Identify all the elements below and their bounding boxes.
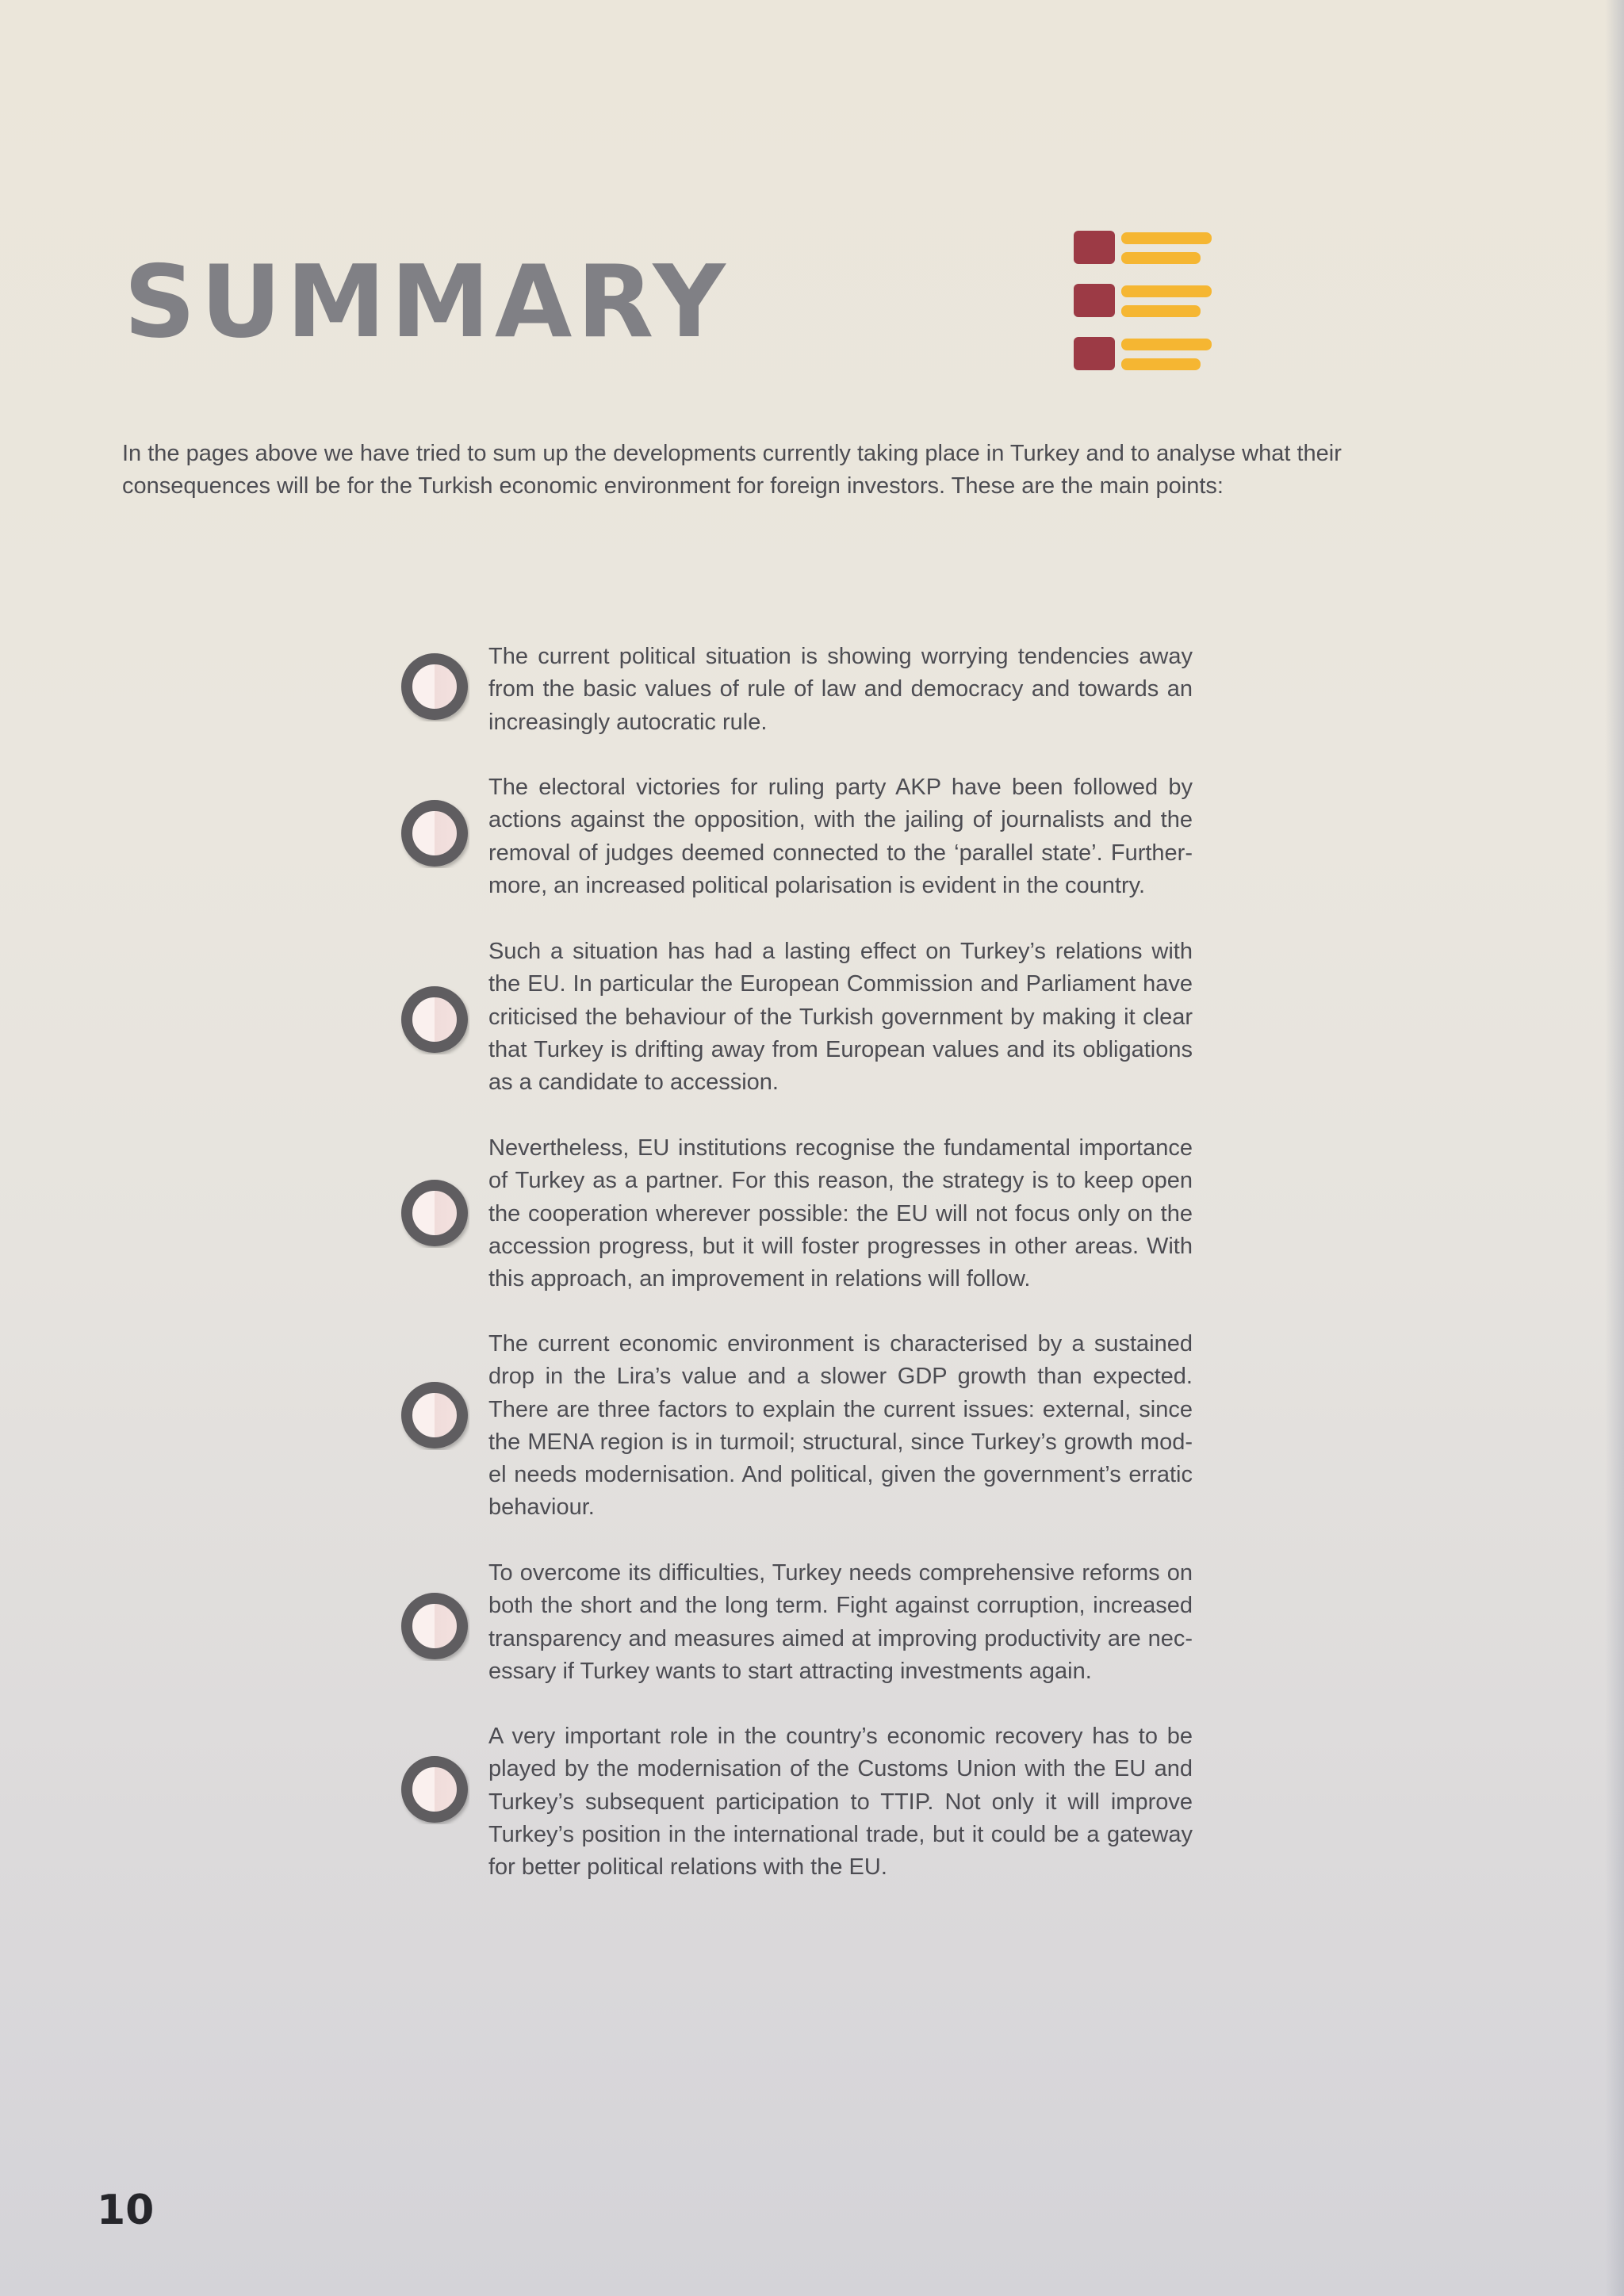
summary-point-text: The electoral victories for ruling party AKP have been followed by actions against the opposition, with the jailing of journalists and the removal of judges deemed connected to the ‘parallel state’. Further-more, an increased political polarisation is evident in the country. <box>488 775 1193 898</box>
circle-bullet-icon <box>400 652 469 721</box>
circle-bullet-icon <box>400 1591 469 1661</box>
summary-point-text: A very important role in the country’s economic recovery has to be played by the modernisation of the Customs Union with the EU and Turkey’s subsequent participation to TTIP. Not only it will improve Turkey’s position in the international trade, but it could be a gateway for better political relations with the EU. <box>488 1724 1193 1881</box>
summary-point-text: Nevertheless, EU institutions recognise the fundamental importance of Turkey as a partner. For this reason, the strategy is to keep open the cooperation wherever possible: the EU will not focus only on the accession progress, but it will foster progresses in other areas. With this approach, an improvement in relations will follow. <box>488 1135 1193 1292</box>
summary-point-text: The current political situation is showing worrying tendencies away from the basic values of rule of law and democracy and towards an increasingly autocratic rule. <box>488 644 1193 735</box>
circle-bullet-icon <box>400 985 469 1054</box>
summary-point-text: Such a situation has had a lasting effect on Turkey’s relations with the EU. In particular the European Commission and Parliament have criticised the behaviour of the Turkish government by making it clear that Turkey is drifting away from European values and its obligations as a candidate to accession. <box>488 939 1193 1096</box>
page-number: 10 <box>97 2187 155 2234</box>
summary-point-text: To overcome its difficulties, Turkey needs comprehensive reforms on both the short and the long term. Fight against corruption, increased transparency and measures aimed at improving productivity are nec-essary if Turkey wants to start attracting investments again. <box>488 1560 1193 1684</box>
circle-bullet-icon <box>400 798 469 868</box>
circle-bullet-icon <box>400 1755 469 1824</box>
circle-bullet-icon <box>400 1178 469 1248</box>
summary-point-text: The current economic environment is characterised by a sustained drop in the Lira’s value and a slower GDP growth than expected. There are three factors to explain the current issues: external, since the MENA region is in turmoil; structural, since Turkey’s growth mod-el needs modernisation. And political, given the government’s erratic behaviour. <box>488 1331 1193 1521</box>
circle-bullet-icon <box>400 1380 469 1450</box>
page-title: SUMMARY <box>124 243 730 360</box>
intro-paragraph: In the pages above we have tried to sum up the developments currently taking place in Turkey and to analyse what their consequences will be for the Turkish economic environment for foreign investors. These are the main points: <box>122 441 1342 499</box>
